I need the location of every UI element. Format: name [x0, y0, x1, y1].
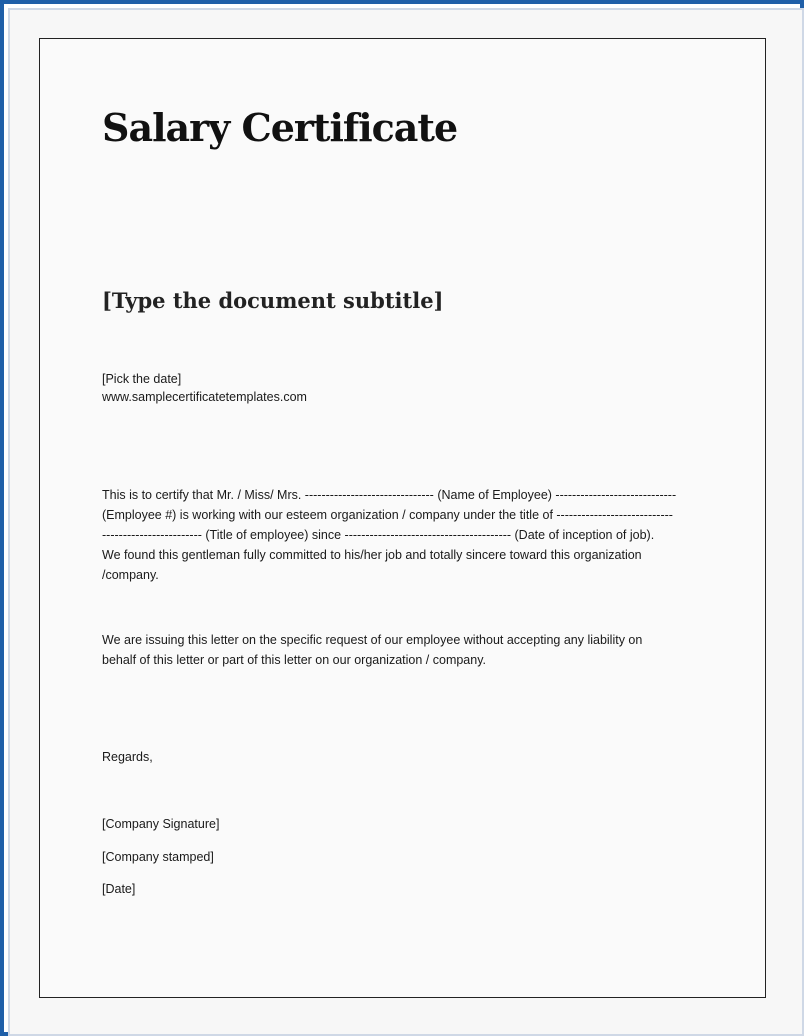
company-stamp-placeholder: [Company stamped] — [102, 850, 214, 864]
date-placeholder: [Pick the date] — [102, 372, 182, 386]
paragraph-line: (Employee #) is working with our esteem organization / company under the title of ---------------------------- — [102, 508, 673, 522]
paragraph-line: We found this gentleman fully committed to his/her job and totally sincere toward this organization — [102, 548, 642, 562]
paragraph-line: This is to certify that Mr. / Miss/ Mrs. ------------------------------- (Name of Employee) ----------------------------- — [102, 488, 677, 502]
date-field-placeholder: [Date] — [102, 882, 136, 896]
website-text: www.samplecertificatetemplates.com — [102, 390, 307, 404]
document-subtitle: [Type the document subtitle] — [102, 288, 444, 313]
liability-paragraph — [102, 630, 712, 670]
document-meta — [102, 370, 307, 406]
regards-text: Regards, — [102, 750, 153, 764]
paragraph-line: ------------------------ (Title of employee) since ---------------------------------------- (Date of inception of job). — [102, 528, 655, 542]
certification-paragraph — [102, 485, 712, 585]
company-signature-placeholder: [Company Signature] — [102, 817, 220, 831]
paragraph-line: We are issuing this letter on the specific request of our employee without accepting any liability on — [102, 633, 643, 647]
document-title: Salary Certificate — [102, 105, 458, 150]
certificate-page — [39, 38, 766, 998]
paragraph-line: /company. — [102, 568, 159, 582]
paragraph-line: behalf of this letter or part of this letter on our organization / company. — [102, 653, 487, 667]
